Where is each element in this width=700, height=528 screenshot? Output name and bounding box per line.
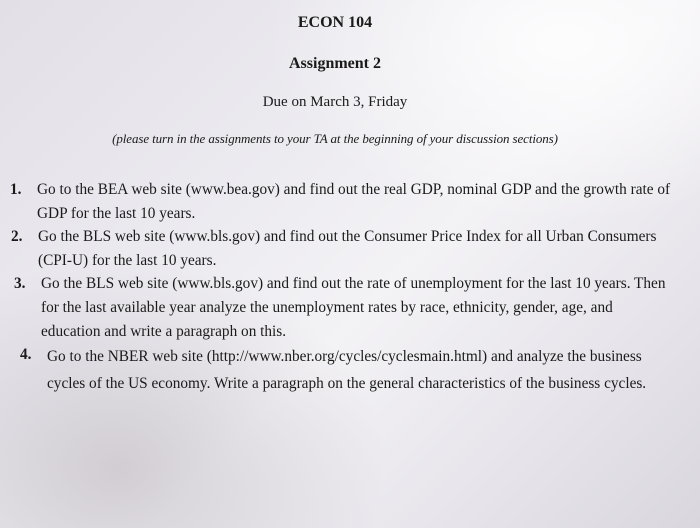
submission-note: (please turn in the assignments to your TA at the beginning of your discussion sections) [112, 131, 558, 146]
item-text: Go to the BEA web site (www.bea.gov) and find out the real GDP, nominal GDP and the growth rate of GDP for the last 10 years. [37, 181, 671, 222]
item-text: Go to the NBER web site (http://www.nber.org/cycles/cyclesmain.html) and analyze the business cycles of the US economy. Write a paragraph on the general characteristics of the business cycles. [47, 348, 647, 393]
item-number: 3. [14, 275, 26, 293]
list-item [6, 343, 682, 397]
assignment-list [6, 178, 682, 397]
item-number: 2. [11, 228, 23, 246]
item-text: Go the BLS web site (www.bls.gov) and find out the rate of unemployment for the last 10 years. Then for the last available year analyze the unemployment rates by race, ethnicity, gender, age, and education and write a paragraph on this. [41, 275, 666, 340]
course-title: ECON 104 [297, 14, 373, 31]
item-number: 1. [10, 181, 22, 198]
list-item [6, 272, 682, 343]
due-date: Due on March 3, Friday [262, 94, 408, 110]
list-item [6, 225, 682, 272]
list-item [6, 178, 682, 225]
assignment-title: Assignment 2 [288, 55, 381, 72]
item-text: Go the BLS web site (www.bls.gov) and find out the Consumer Price Index for all Urban Consumers (CPI-U) for the last 10 years. [38, 228, 657, 269]
item-number: 4. [20, 346, 32, 364]
